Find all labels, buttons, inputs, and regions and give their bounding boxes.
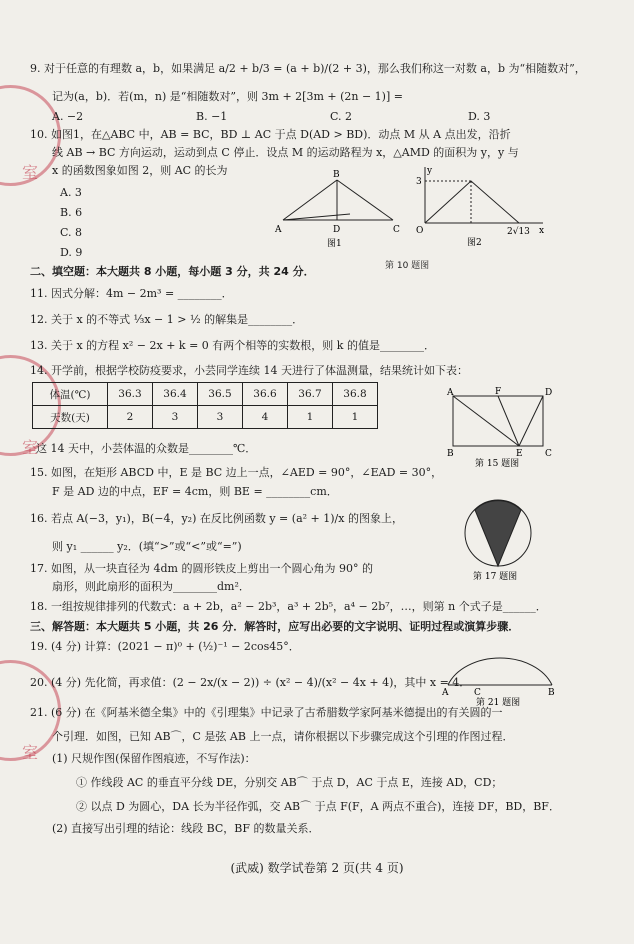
question-19: 19. (4 分) 计算：(2021 − π)⁰ + (½)⁻¹ − 2cos45°． [30,640,300,653]
fig2-label-x: x [539,226,545,236]
table-cell: 3 [198,406,243,429]
fig2-caption: 图2 [467,238,482,248]
table-cell: 2 [108,406,153,429]
fig21-caption: 第 21 题图 [476,698,521,708]
figure-10-caption: 第 10 题图 [385,261,430,271]
question-20: 20. (4 分) 先化简，再求值：(2 − 2x/(x − 2)) ÷ (x² − 4)/(x² − 4x + 4)，其中 x = 4． [30,676,471,689]
q9-option-b: B. −1 [196,110,228,123]
question-21-step1a: ① 作线段 AC 的垂直平分线 DE，分别交 AB⌒ 于点 D，AC 于点 E，连接 AD，CD； [76,776,503,789]
q9-option-a: A. −2 [52,110,84,123]
question-18: 18. 一组按规律排列的代数式：a + 2b，a² − 2b³，a³ + 2b⁵，a⁴ − 2b⁷，…，则第 n 个式子是______． [30,600,547,613]
fig2-label-2sqrt13: 2√13 [507,227,530,237]
q9-option-c: C. 2 [330,110,353,123]
table-cell: 3 [153,406,198,429]
table-head-days: 天数(天) [33,406,108,429]
q10-option-c: C. 8 [60,226,83,239]
question-21-step1b: ② 以点 D 为圆心，DA 长为半径作弧，交 AB⌒ 于点 F(F，A 两点不重合)，连接 DF，BD，BF． [76,800,560,813]
fig21-label-a: A [442,688,449,698]
fig15-label-a: A [447,388,454,398]
question-21-line2: 个引理．如图，已知 AB⌒，C 是弦 AB 上一点，请你根据以下步骤完成这个引理的作图过程． [52,730,514,743]
question-11: 11. 因式分解：4m − 2m³ = ________． [30,287,233,300]
fig1-label-d: D [333,225,341,235]
q9-option-d: D. 3 [468,110,491,123]
fig2-label-o: O [416,226,424,236]
fig21-label-c: C [474,688,481,698]
red-stamp-glyph-top: 室 [22,163,39,182]
fig15-label-f: F [495,387,502,397]
table-cell: 36.3 [108,383,153,406]
section-2-heading: 二、填空题：本大题共 8 小题，每小题 3 分，共 24 分． [30,265,315,278]
question-10-line3: x 的函数图象如图 2，则 AC 的长为 [52,164,228,177]
question-10-line1: 10. 如图1，在△ABC 中，AB = BC，BD ⊥ AC 于点 D(AD > BD)．动点 M 从 A 点出发，沿折 [30,128,511,141]
section-3-heading: 三、解答题：本大题共 5 小题，共 26 分．解答时，应写出必要的文字说明、证明过程或演算步骤． [30,620,520,633]
fig15-caption: 第 15 题图 [475,459,520,469]
question-10-line2: 线 AB → BC 方向运动，运动到点 C 停止．设点 M 的运动路程为 x，△AMD 的面积为 y，y 与 [52,146,519,159]
fig1-label-b: B [333,170,340,180]
fig21-label-b: B [548,688,555,698]
q10-option-b: B. 6 [60,206,83,219]
red-stamp-glyph-bottom: 室 [22,743,39,762]
table-row [33,406,378,429]
question-14: 14. 开学前，根据学校防疫要求，小芸同学连续 14 天进行了体温测量，结果统计如下表： [30,364,468,377]
table-cell: 36.7 [288,383,333,406]
question-12: 12. 关于 x 的不等式 ⅓x − 1 > ½ 的解集是________． [30,313,304,326]
page-footer: (武威) 数学试卷第 2 页(共 4 页) [230,861,404,875]
q10-option-a: A. 3 [60,186,82,199]
table-row [33,383,378,406]
question-16-line1: 16. 若点 A(−3，y₁)，B(−4，y₂) 在反比例函数 y = (a² + 1)/x 的图象上， [30,512,403,525]
table-cell: 36.4 [153,383,198,406]
figure-17-circle-sector [455,495,545,580]
table-cell: 1 [333,406,378,429]
question-15-line1: 15. 如图，在矩形 ABCD 中，E 是 BC 边上一点，∠AED = 90°，∠EAD = 30°， [30,466,443,479]
table-head-temperature: 体温(℃) [33,383,108,406]
question-15-line2: F 是 AD 边的中点，EF = 4cm，则 BE = ________cm． [52,485,338,498]
question-9-line1: 9. 对于任意的有理数 a，b，如果满足 a/2 + b/3 = (a + b)/(2 + 3)，那么我们称这一对数 a，b 为“相随数对”， [30,62,586,75]
figure-1-triangle [275,170,405,250]
table-cell: 4 [243,406,288,429]
question-14-tail: 这 14 天中，小芸体温的众数是________℃． [36,442,257,455]
question-17-line1: 17. 如图，从一块直径为 4dm 的圆形铁皮上剪出一个圆心角为 90° 的 [30,562,373,575]
fig1-caption: 图1 [327,239,342,249]
temperature-table [32,382,378,429]
table-cell: 1 [288,406,333,429]
fig17-caption: 第 17 题图 [473,572,518,582]
fig1-label-a: A [275,225,282,235]
question-17-line2: 扇形，则此扇形的面积为________dm²． [52,580,250,593]
fig2-label-3: 3 [416,177,422,187]
table-cell: 36.8 [333,383,378,406]
table-cell: 36.5 [198,383,243,406]
question-21-line1: 21. (6 分) 在《阿基米德全集》中的《引理集》中记录了古希腊数学家阿基米德提出的有关圆的一 [30,706,503,719]
figure-2-graph [415,165,545,250]
question-13: 13. 关于 x 的方程 x² − 2x + k = 0 有两个相等的实数根，则 k 的值是________． [30,339,435,352]
fig15-label-c: C [545,449,552,459]
fig2-label-y: y [427,166,433,176]
question-9-line2: 记为(a，b)．若(m，n) 是“相随数对”，则 3m + 2[3m + (2n − 1)] = [52,90,403,103]
fig1-label-c: C [393,225,400,235]
question-21-step2: (2) 直接写出引理的结论：线段 BC，BF 的数量关系． [52,822,320,835]
fig15-label-b: B [447,449,454,459]
question-21-step1: (1) 尺规作图(保留作图痕迹，不写作法)： [52,752,256,765]
figure-21-arc [440,640,560,710]
q10-option-d: D. 9 [60,246,83,259]
table-cell: 36.6 [243,383,288,406]
fig15-label-d: D [545,388,553,398]
figure-15-rectangle [445,388,555,468]
fig15-label-e: E [516,449,523,459]
red-stamp-glyph-middle: 室 [22,438,39,457]
question-16-line2: 则 y₁ ______ y₂．(填“>”或“<”或“=”) [52,540,242,553]
